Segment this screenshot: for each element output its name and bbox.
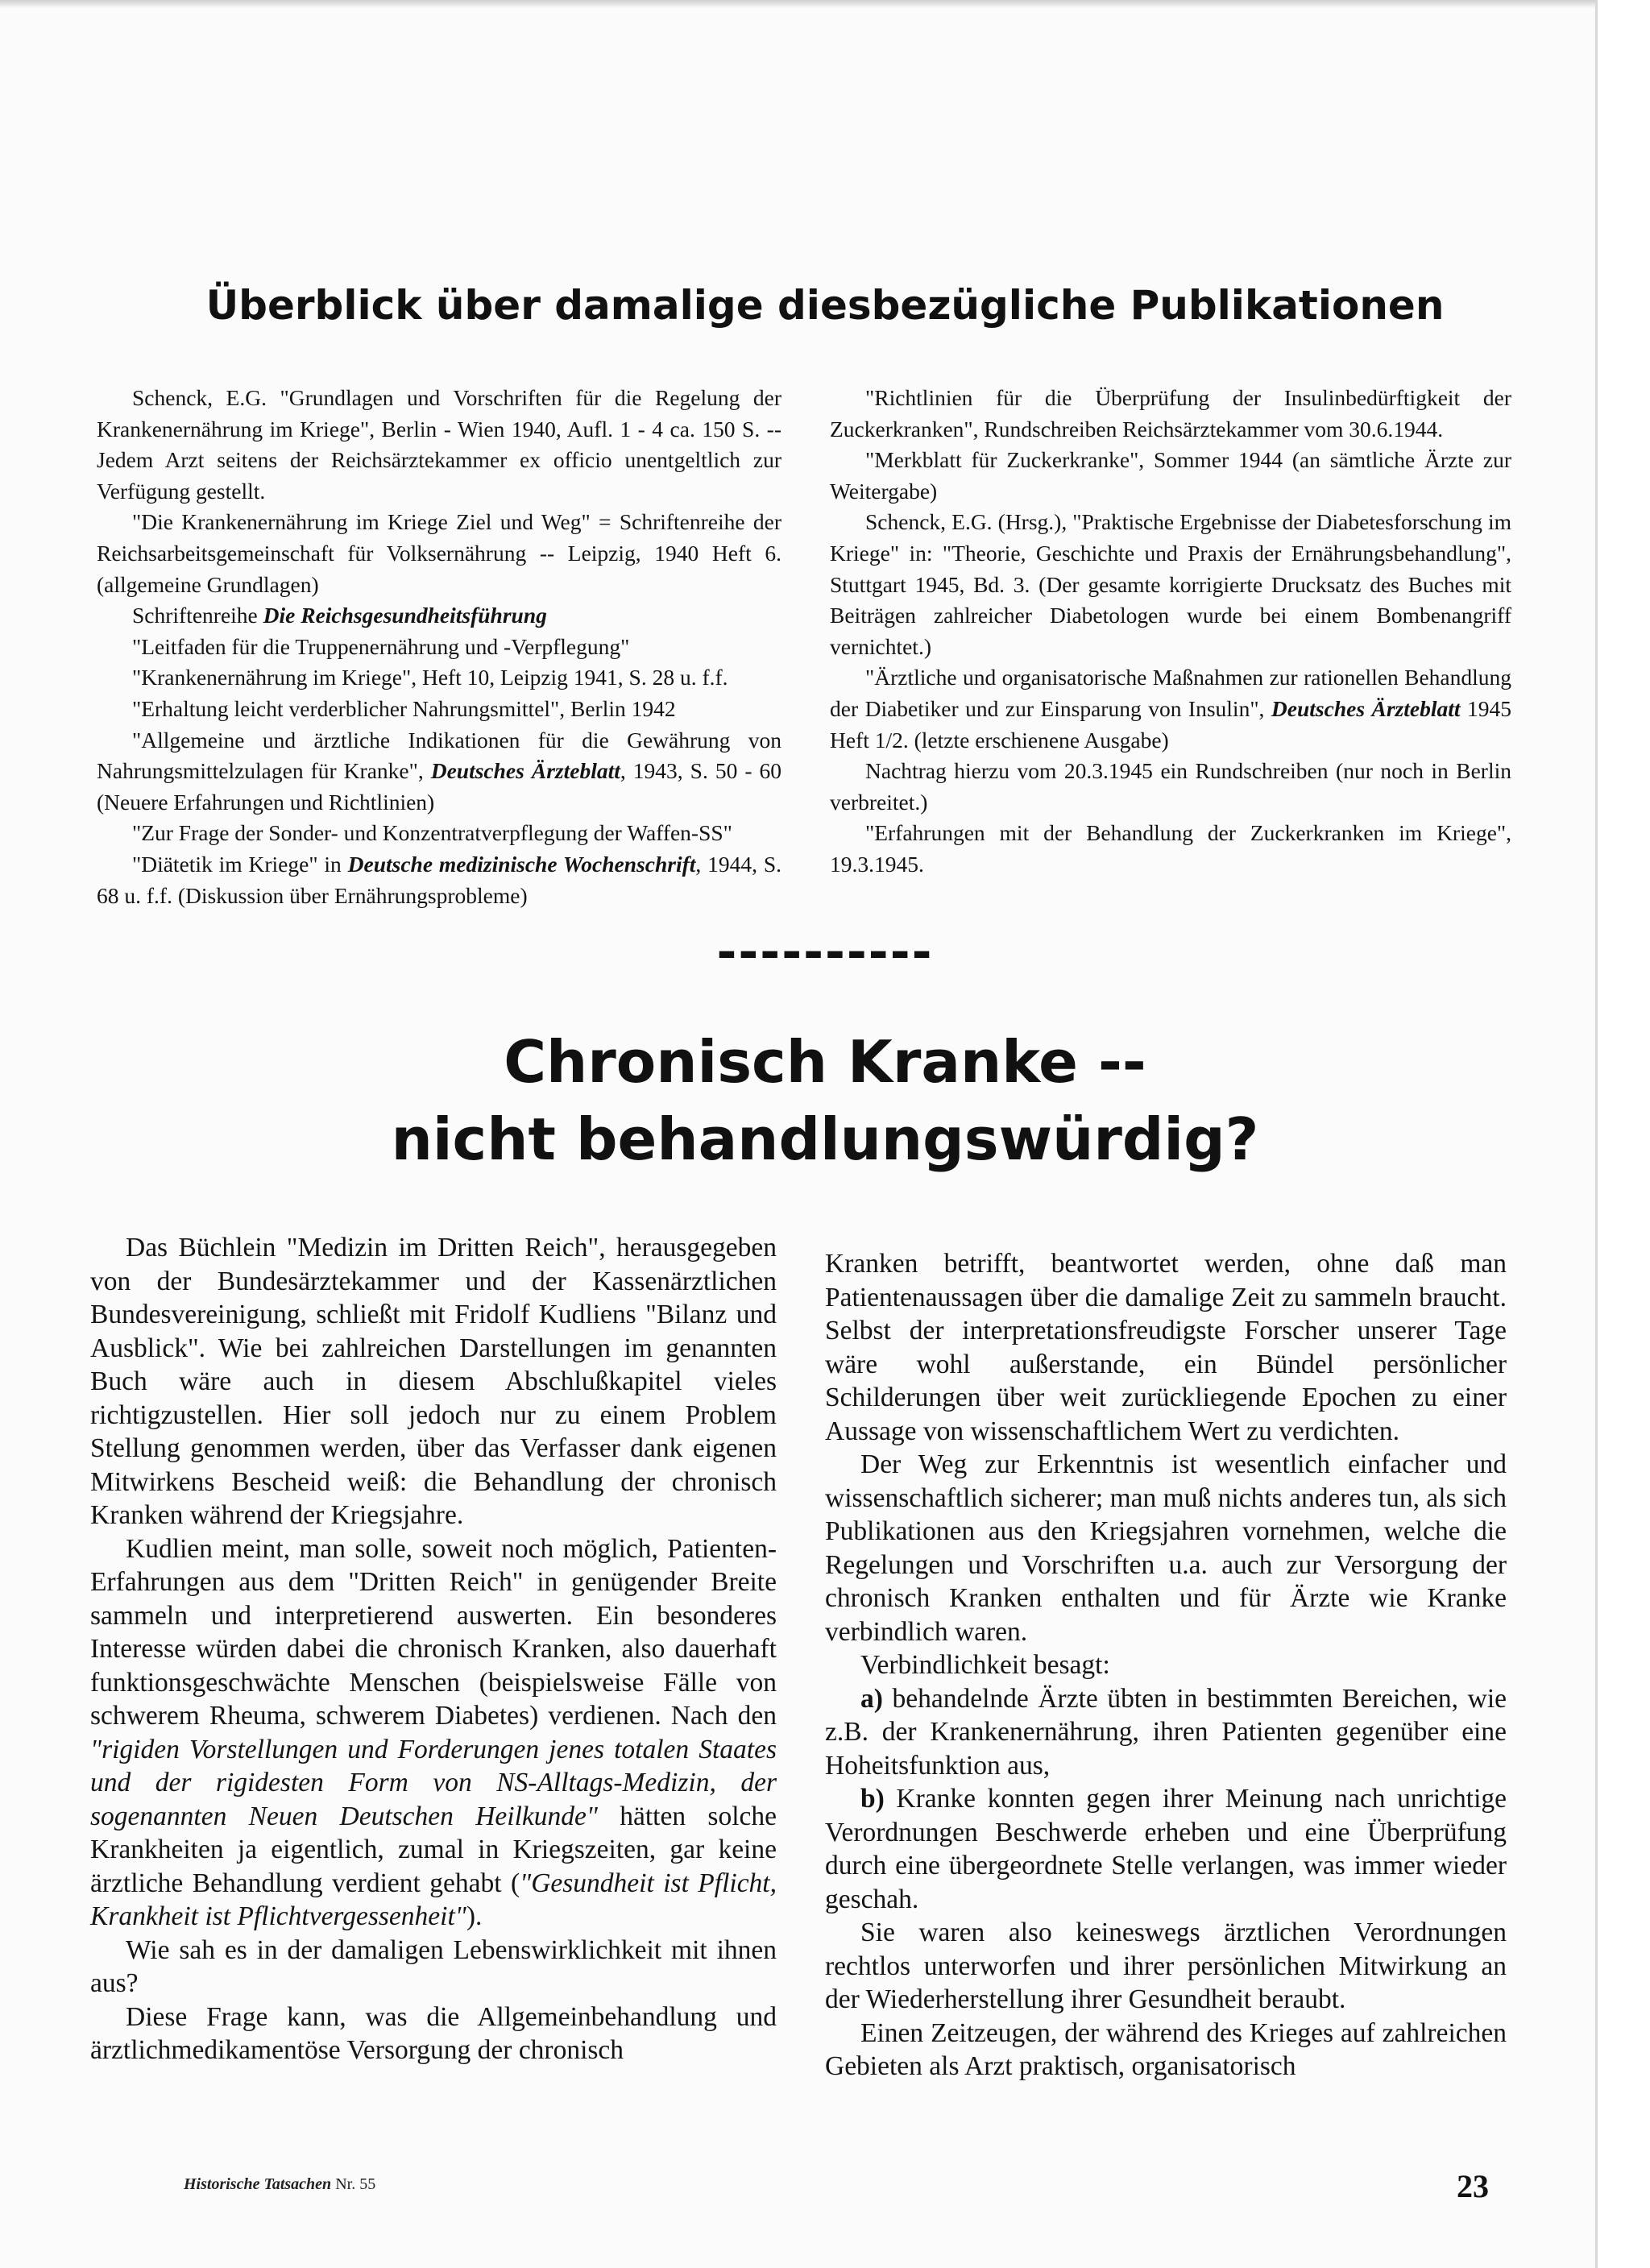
biblio-text: "Diätetik im Kriege" in — [132, 851, 348, 877]
article-right-column — [825, 1247, 1507, 2083]
quotation: "rigiden Vorstellungen und Forderungen jenes totalen Staates und der rigidesten Form von NS-Alltags-Medizin, der sogenannten Neuen Deutschen Heilkunde" — [90, 1734, 777, 1831]
list-label: b) — [860, 1784, 885, 1814]
list-label: a) — [860, 1683, 883, 1714]
biblio-entry — [97, 725, 781, 819]
biblio-entry: "Leitfaden für die Truppenernährung und -Verpflegung" — [132, 633, 630, 659]
paragraph-text: Kranke konnten gegen ihrer Meinung nach unrichtige Verordnungen Beschwerde erheben und eine Überprüfung durch eine übergeordnete Stelle verlangen, was immer wieder geschah. — [825, 1784, 1507, 1914]
biblio-entry: "Die Krankenernährung im Kriege Ziel und Weg" = Schriftenreihe der Reichsarbeitsgemeinschaft für Volksernährung -- Leipzig, 1940 Heft 6. (allgemeine Grundlagen) — [97, 509, 781, 597]
article-paragraph — [825, 1682, 1507, 1783]
article-paragraph: Der Weg zur Erkenntnis ist wesentlich einfacher und wissenschaftlich sicherer; man muß nichts anderes tun, als sich Publikationen aus den Kriegsjahren vornehmen, welche die Regelungen und Vorschriften u.a. auch zur Versorgung der chronisch Kranken enthalten und für Ärzte wie Kranke verbindlich waren. — [825, 1449, 1507, 1647]
quotation: "Gesundheit ist Pflicht, Krankheit ist Pflichtvergessenheit" — [90, 1868, 777, 1931]
journal-title: Deutsches Ärzteblatt — [430, 758, 620, 784]
publication-name: Historische Tatsachen — [184, 2175, 332, 2193]
biblio-entry — [830, 662, 1511, 756]
series-title: Die Reichsgesundheitsführung — [263, 603, 547, 628]
biblio-text: , 1943, S. 50 - 60 (Neuere Erfahrungen und Richtlinien) — [97, 758, 782, 815]
paragraph-text: ). — [466, 1901, 483, 1931]
biblio-entry: "Merkblatt für Zuckerkranke", Sommer 1944 (an sämtliche Ärzte zur Weitergabe) — [830, 447, 1511, 504]
biblio-text: "Allgemeine und ärztliche Indikationen für die Gewährung von Nahrungsmittelzulagen für Kranke", — [97, 727, 781, 784]
paragraph-text: Kudlien meint, man solle, soweit noch möglich, Patienten-Erfahrungen aus dem "Dritten Reich" in genügender Breite sammeln und interpretierend auswerten. Ein besonderes Interesse würden dabei die chronisch Kranken, also dauerhaft funktionsgeschwächte Menschen (beispielsweise Fälle von schwerem Rheuma, schwerem Diabetes) verdienen. Nach den — [90, 1533, 777, 1731]
article-paragraph: Einen Zeitzeugen, der während des Krieges auf zahlreichen Gebieten als Arzt praktisch, organisatorisch — [825, 2017, 1507, 2081]
article-paragraph — [825, 1782, 1507, 1916]
biblio-entry: Schenck, E.G. "Grundlagen und Vorschriften für die Regelung der Krankenernährung im Kriege", Berlin - Wien 1940, Aufl. 1 - 4 ca. 150 S. -- Jedem Arzt seitens der Reichsärztekammer ex officio unentgeltlich zur Verfügung gestellt. — [97, 385, 781, 504]
biblio-entry: "Richtlinien für die Überprüfung der Insulinbedürftigkeit der Zuckerkranken", Rundschreiben Reichsärztekammer vom 30.6.1944. — [830, 385, 1511, 442]
paragraph-text: hätten solche Krankheiten ja eigentlich, zumal in Kriegszeiten, gar keine ärztliche Behandlung verdient gehabt ( — [90, 1801, 777, 1898]
biblio-entry — [97, 849, 781, 911]
publications-heading: Überblick über damalige diesbezügliche Publikationen — [205, 282, 1445, 329]
article-paragraph: Kranken betrifft, beantwortet werden, ohne daß man Patientenaussagen über die damalige Zeit zu sammeln braucht. Selbst der interpretationsfreudigste Forscher unserer Tage wäre wohl außerstande, ein Bündel persönlicher Schilderungen über weit zurückliegende Epochen zu einer Aussage von wissenschaftlichem Wert zu verdichten. — [825, 1249, 1507, 1446]
article-title-line1: Chronisch Kranke -- — [504, 1028, 1146, 1096]
bibliography-left-column — [97, 383, 781, 911]
biblio-entry: Nachtrag hierzu vom 20.3.1945 ein Rundschreiben (nur noch in Berlin verbreitet.) — [830, 758, 1511, 815]
biblio-entry — [97, 600, 781, 632]
biblio-text: 1945 Heft 1/2. (letzte erschienene Ausgabe) — [830, 695, 1511, 753]
biblio-text: "Ärztliche und organisatorische Maßnahmen zur rationellen Behandlung der Diabetiker und zur Einsparung von Insulin", — [830, 665, 1511, 721]
article-left-column — [90, 1231, 777, 2067]
page-number: 23 — [1457, 2168, 1489, 2204]
article-title — [0, 1023, 1650, 1178]
article-paragraph: Das Büchlein "Medizin im Dritten Reich", herausgegeben von der Bundesärztekammer und der Kassenärztlichen Bundesvereinigung, schließt mit Fridolf Kudliens "Bilanz und Ausblick". Wie bei zahlreichen Darstellungen im genannten Buch wäre auch in diesem Abschlußkapitel vieles richtigzustellen. Hier soll jedoch nur zu einem Problem Stellung genommen werden, über das Verfasser dank eigenen Mitwirkens Bescheid weiß: die Behandlung der chronisch Kranken während der Kriegsjahre. — [90, 1233, 777, 1530]
biblio-entry: "Erhaltung leicht verderblicher Nahrungsmittel", Berlin 1942 — [132, 695, 676, 721]
article-paragraph: Diese Frage kann, was die Allgemeinbehandlung und ärztlichmedikamentöse Versorgung der chronisch — [90, 2001, 777, 2065]
section-separator: ---------- — [716, 924, 934, 981]
issue-number: Nr. 55 — [335, 2175, 376, 2193]
article-paragraph — [90, 1532, 777, 1934]
biblio-entry: Schenck, E.G. (Hrsg.), "Praktische Ergebnisse der Diabetesforschung im Kriege" in: "Theorie, Geschichte und Praxis der Ernährungsbehandlung", Stuttgart 1945, Bd. 3. (Der gesamte korrigierte Drucksatz des Buches mit Beiträgen zahlreicher Diabetologen wurde bei einem Bombenangriff vernichtet.) — [830, 509, 1511, 659]
biblio-entry: "Zur Frage der Sonder- und Konzentratverpflegung der Waffen-SS" — [132, 820, 732, 846]
biblio-entry: "Krankenernährung im Kriege", Heft 10, Leipzig 1941, S. 28 u. f.f. — [132, 665, 728, 690]
footer-publication — [184, 2175, 375, 2194]
biblio-text: , 1944, S. 68 u. f.f. (Diskussion über Ernährungsprobleme) — [97, 851, 782, 908]
biblio-text: Schriftenreihe — [132, 603, 263, 628]
article-paragraph: Verbindlichkeit besagt: — [860, 1650, 1110, 1680]
journal-title: Deutsche medizinische Wochenschrift — [347, 851, 696, 877]
article-paragraph: Sie waren also keineswegs ärztlichen Verordnungen rechtlos unterworfen und ihrer persönlichen Mitwirkung an der Wiederherstellung ihrer Gesundheit beraubt. — [825, 1918, 1507, 2014]
paragraph-text: behandelnde Ärzte übten in bestimmten Bereichen, wie z.B. der Krankenernährung, ihren Patienten gegenüber eine Hoheitsfunktion aus, — [825, 1683, 1507, 1781]
biblio-entry: "Erfahrungen mit der Behandlung der Zuckerkranken im Kriege", 19.3.1945. — [830, 820, 1511, 877]
bibliography-right-column — [830, 383, 1511, 881]
journal-title: Deutsches Ärzteblatt — [1271, 695, 1461, 721]
article-title-line2: nicht behandlungswürdig? — [391, 1105, 1259, 1173]
article-paragraph: Wie sah es in der damaligen Lebenswirklichkeit mit ihnen aus? — [90, 1934, 777, 1998]
